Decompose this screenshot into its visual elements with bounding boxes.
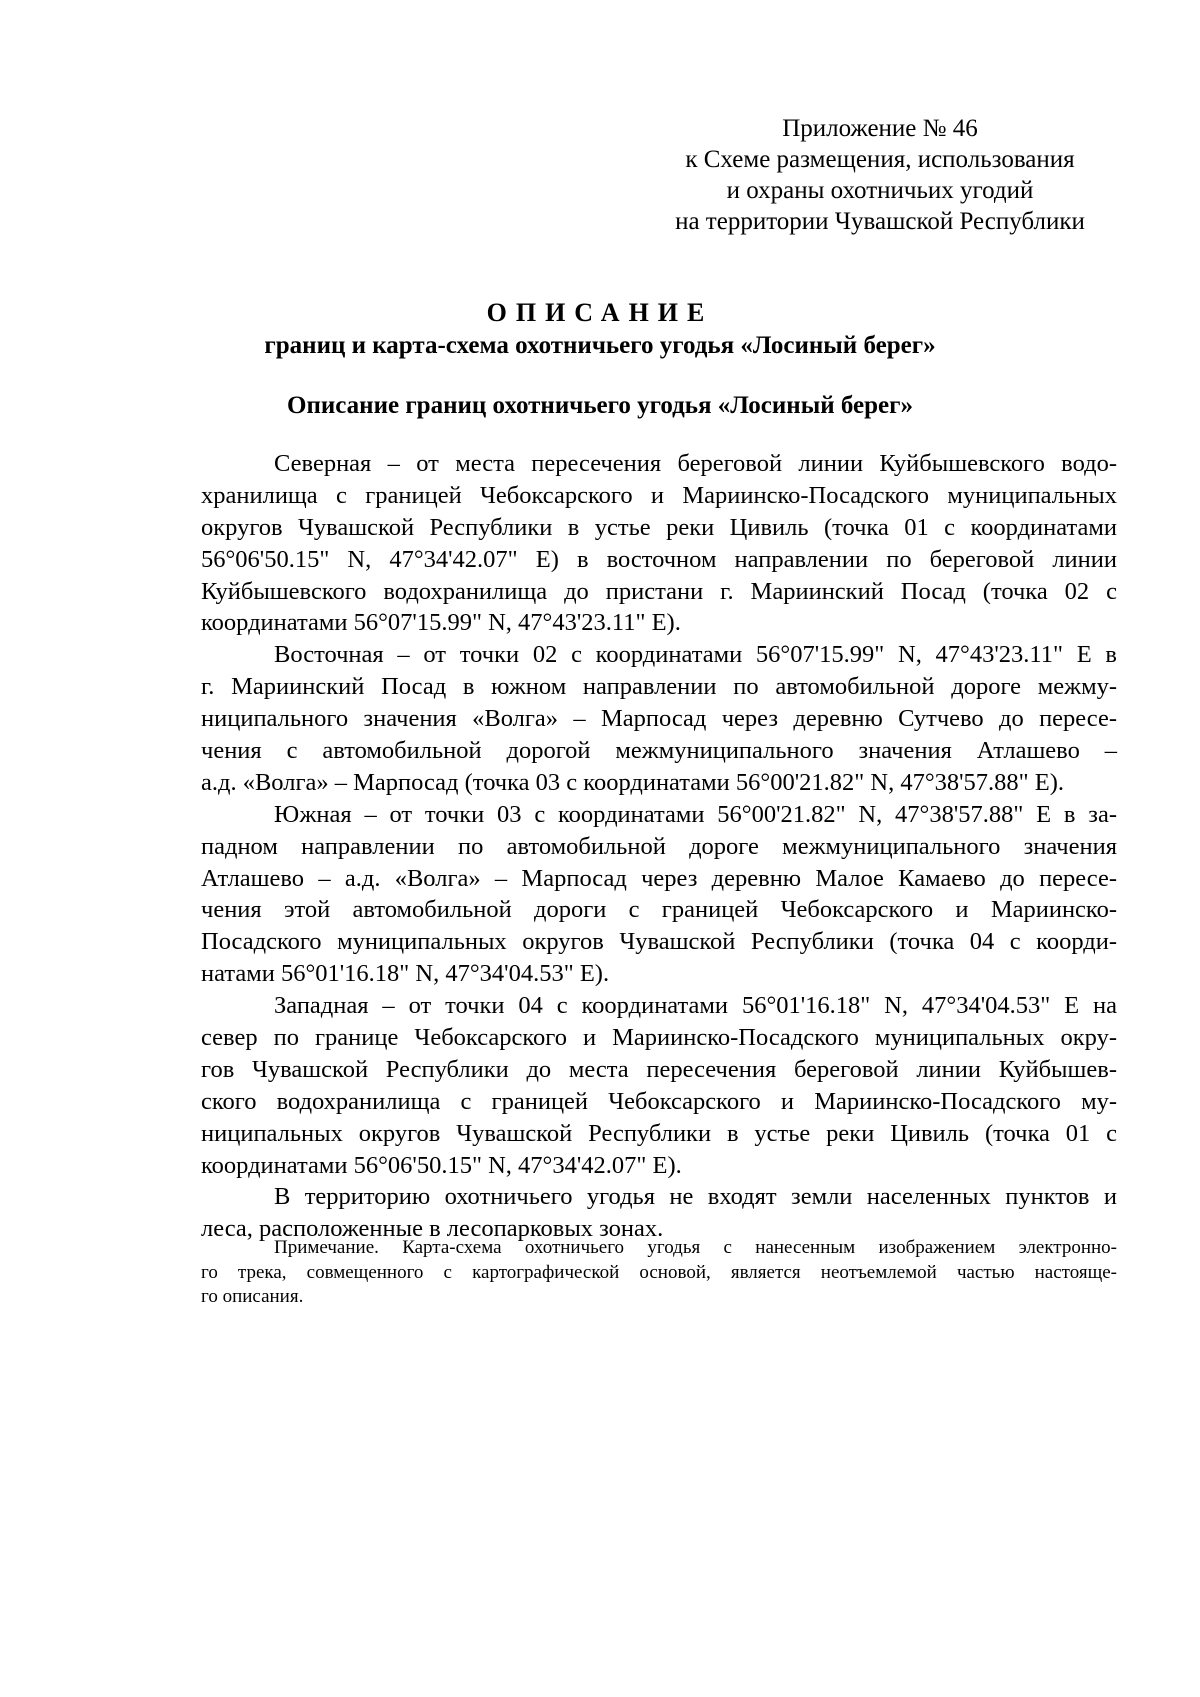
body-line: натами 56°01'16.18" N, 47°34'04.53" E).: [201, 960, 610, 988]
body-line: гов Чувашской Республики до места пересечения береговой линии Куйбышев-: [201, 1055, 1117, 1083]
note-line: Примечание. Карта-схема охотничьего угодья с нанесенным изображением электронно-: [274, 1237, 1117, 1258]
document-title: ОПИСАНИЕ: [486, 298, 714, 327]
body-line: округов Чувашской Республики в устье реки Цивиль (точка 01 с координатами: [201, 513, 1117, 541]
body-line: координатами 56°07'15.99" N, 47°43'23.11" E).: [201, 609, 681, 637]
body-line: ниципальных округов Чувашской Республики в устье реки Цивиль (точка 01 с: [201, 1119, 1117, 1147]
body-line: Западная – от точки 04 с координатами 56°01'16.18" N, 47°34'04.53" E на: [274, 992, 1117, 1020]
body-line: ниципального значения «Волга» – Марпосад через деревню Сутчево до пересе-: [201, 705, 1117, 733]
body-line: падном направлении по автомобильной дороге межмуниципального значения: [201, 832, 1117, 860]
body-line: Атлашево – а.д. «Волга» – Марпосад через деревню Малое Камаево до пересе-: [201, 864, 1117, 892]
body-line: Куйбышевского водохранилища до пристани г. Мариинский Посад (точка 02 с: [201, 577, 1117, 605]
body-line: Восточная – от точки 02 с координатами 56°07'15.99" N, 47°43'23.11" E в: [274, 641, 1117, 669]
appendix-line: к Схеме размещения, использования: [685, 146, 1075, 173]
section-heading: Описание границ охотничьего угодья «Лосиный берег»: [287, 392, 913, 419]
footnote: [201, 1236, 1117, 1310]
note-line: го описания.: [201, 1286, 304, 1307]
body-line: Посадского муниципальных округов Чувашской Республики (точка 04 с коорди-: [201, 928, 1117, 956]
body-line: хранилища с границей Чебоксарского и Мариинско-Посадского муниципальных: [201, 481, 1117, 509]
boundary-description: [201, 448, 1117, 1245]
body-line: север по границе Чебоксарского и Мариинско-Посадского муниципальных окру-: [201, 1024, 1117, 1052]
body-line: В территорию охотничьего угодья не входят земли населенных пунктов и: [274, 1183, 1117, 1211]
body-line: г. Мариинский Посад в южном направлении по автомобильной дороге межму-: [201, 673, 1117, 701]
body-line: а.д. «Волга» – Марпосад (точка 03 с координатами 56°00'21.82" N, 47°38'57.88" E).: [201, 768, 1065, 796]
appendix-line: и охраны охотничьих угодий: [726, 177, 1034, 204]
note-line: го трека, совмещенного с картографической основой, является неотъемлемой частью настояще-: [201, 1261, 1117, 1283]
body-line: Северная – от места пересечения береговой линии Куйбышевского водо-: [274, 450, 1117, 477]
body-line: 56°06'50.15" N, 47°34'42.07" E) в восточном направлении по береговой линии: [201, 545, 1117, 573]
body-line: Южная – от точки 03 с координатами 56°00'21.82" N, 47°38'57.88" E в за-: [274, 800, 1117, 828]
body-line: леса, расположенные в лесопарковых зонах.: [201, 1215, 664, 1243]
body-line: чения с автомобильной дорогой межмуниципального значения Атлашево –: [201, 737, 1117, 765]
document-subtitle: границ и карта-схема охотничьего угодья «Лосиный берег»: [264, 332, 936, 359]
appendix-line: Приложение № 46: [782, 115, 978, 142]
appendix-header: [640, 113, 1120, 237]
body-line: чения этой автомобильной дороги с границей Чебоксарского и Мариинско-: [201, 896, 1117, 924]
appendix-line: на территории Чувашской Республики: [675, 208, 1085, 235]
body-line: ского водохранилища с границей Чебоксарского и Мариинско-Посадского му-: [201, 1087, 1117, 1115]
body-line: координатами 56°06'50.15" N, 47°34'42.07" E).: [201, 1151, 682, 1179]
